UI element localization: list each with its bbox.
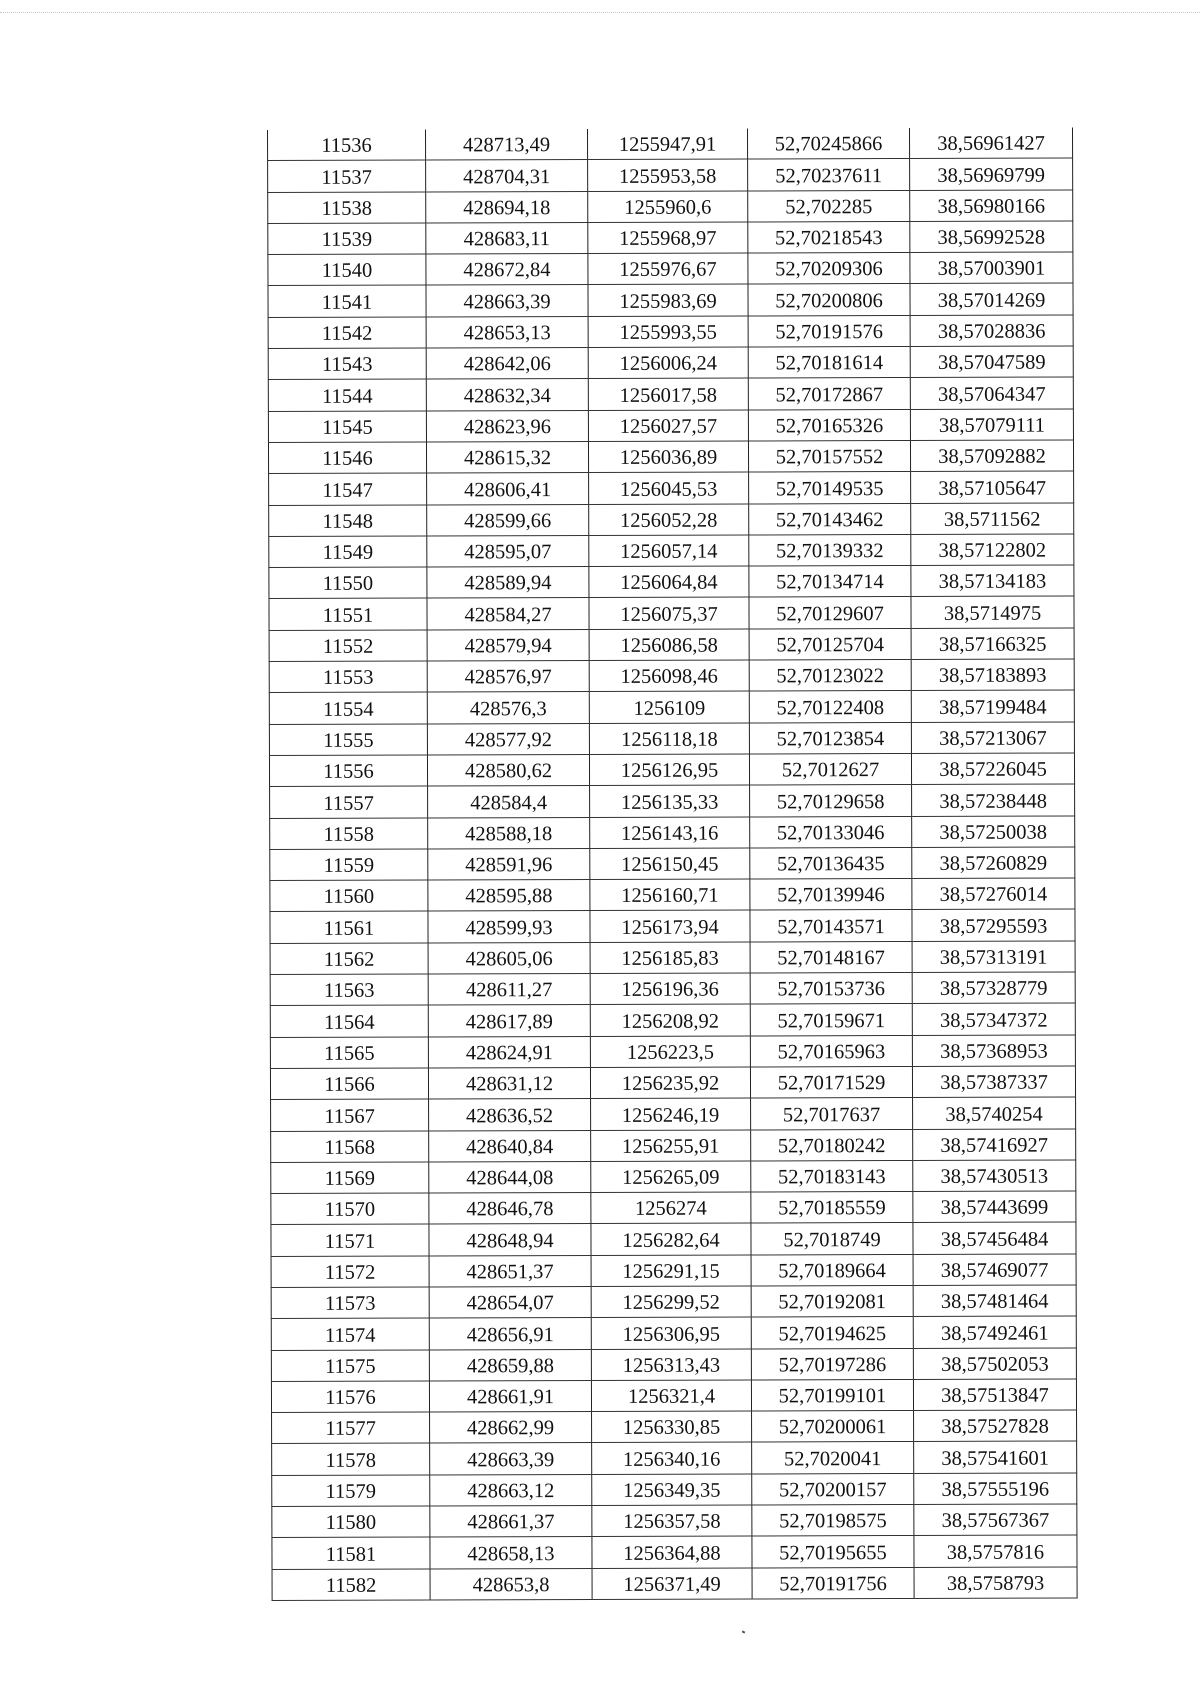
y-coordinate-cell: 1256135,33 xyxy=(590,785,750,817)
x-coordinate-cell: 428623,96 xyxy=(426,410,588,442)
point-number-cell: 11554 xyxy=(269,692,427,724)
point-number-cell: 11537 xyxy=(268,160,426,192)
x-coordinate-cell: 428644,08 xyxy=(429,1161,591,1193)
table-row xyxy=(269,722,1074,756)
point-number-cell: 11553 xyxy=(269,661,427,693)
longitude-cell: 38,57502053 xyxy=(913,1348,1076,1380)
x-coordinate-cell: 428606,41 xyxy=(427,473,589,505)
point-number-cell: 11536 xyxy=(268,130,426,161)
point-number-cell: 11571 xyxy=(271,1224,429,1256)
latitude-cell: 52,70125704 xyxy=(749,628,911,660)
table-row xyxy=(270,847,1075,881)
y-coordinate-cell: 1256185,83 xyxy=(590,942,750,974)
table-row xyxy=(270,972,1075,1006)
point-number-cell: 11555 xyxy=(269,724,427,756)
latitude-cell: 52,70199101 xyxy=(751,1379,913,1411)
table-row xyxy=(268,252,1073,286)
latitude-cell: 52,70185559 xyxy=(751,1192,913,1224)
point-number-cell: 11575 xyxy=(271,1350,429,1382)
point-number-cell: 11562 xyxy=(270,943,428,975)
point-number-cell: 11574 xyxy=(271,1318,429,1350)
longitude-cell: 38,57047589 xyxy=(910,346,1073,378)
longitude-cell: 38,57260829 xyxy=(912,847,1075,879)
point-number-cell: 11579 xyxy=(272,1475,430,1507)
longitude-cell: 38,5714975 xyxy=(911,596,1074,628)
table-row xyxy=(271,1379,1076,1413)
latitude-cell: 52,7018749 xyxy=(751,1223,913,1255)
point-number-cell: 11560 xyxy=(270,880,428,912)
latitude-cell: 52,70122408 xyxy=(749,691,911,723)
latitude-cell: 52,70200157 xyxy=(752,1473,914,1505)
latitude-cell: 52,70209306 xyxy=(748,253,910,285)
latitude-cell: 52,70133046 xyxy=(750,816,912,848)
longitude-cell: 38,57513847 xyxy=(913,1379,1076,1411)
x-coordinate-cell: 428632,34 xyxy=(426,379,588,411)
x-coordinate-cell: 428605,06 xyxy=(428,942,590,974)
x-coordinate-cell: 428579,94 xyxy=(427,629,589,661)
table-row xyxy=(272,1567,1077,1601)
table-row xyxy=(271,1160,1076,1194)
table-row xyxy=(271,1348,1076,1382)
x-coordinate-cell: 428624,91 xyxy=(428,1036,590,1068)
longitude-cell: 38,57122802 xyxy=(911,534,1074,566)
y-coordinate-cell: 1256255,91 xyxy=(591,1129,751,1161)
point-number-cell: 11561 xyxy=(270,911,428,943)
latitude-cell: 52,70165326 xyxy=(748,409,910,441)
longitude-cell: 38,57134183 xyxy=(911,565,1074,597)
longitude-cell: 38,57541601 xyxy=(914,1441,1077,1473)
y-coordinate-cell: 1256364,88 xyxy=(592,1536,752,1568)
point-number-cell: 11582 xyxy=(272,1569,430,1601)
longitude-cell: 38,57555196 xyxy=(914,1473,1077,1505)
longitude-cell: 38,5757816 xyxy=(914,1535,1077,1567)
longitude-cell: 38,56961427 xyxy=(909,127,1072,158)
y-coordinate-cell: 1256330,85 xyxy=(592,1411,752,1443)
x-coordinate-cell: 428663,39 xyxy=(430,1443,592,1475)
y-coordinate-cell: 1255983,69 xyxy=(588,284,748,316)
y-coordinate-cell: 1256045,53 xyxy=(589,472,749,504)
y-coordinate-cell: 1256086,58 xyxy=(589,629,749,661)
latitude-cell: 52,70143462 xyxy=(749,503,911,535)
y-coordinate-cell: 1256299,52 xyxy=(591,1286,751,1318)
table-row xyxy=(268,158,1073,192)
point-number-cell: 11581 xyxy=(272,1537,430,1569)
x-coordinate-cell: 428642,06 xyxy=(426,348,588,380)
latitude-cell: 52,70180242 xyxy=(751,1129,913,1161)
point-number-cell: 11564 xyxy=(270,1005,428,1037)
point-number-cell: 11551 xyxy=(269,598,427,630)
latitude-cell: 52,70123854 xyxy=(749,722,911,754)
latitude-cell: 52,70198575 xyxy=(752,1505,914,1537)
latitude-cell: 52,7020041 xyxy=(752,1442,914,1474)
x-coordinate-cell: 428672,84 xyxy=(426,254,588,286)
x-coordinate-cell: 428646,78 xyxy=(429,1193,591,1225)
y-coordinate-cell: 1256357,58 xyxy=(592,1505,752,1537)
table-row xyxy=(270,941,1075,975)
table-row xyxy=(271,1097,1076,1131)
longitude-cell: 38,5740254 xyxy=(913,1097,1076,1129)
point-number-cell: 11573 xyxy=(271,1287,429,1319)
longitude-cell: 38,57028836 xyxy=(910,315,1073,347)
table-row xyxy=(270,1066,1075,1100)
y-coordinate-cell: 1256321,4 xyxy=(591,1380,751,1412)
x-coordinate-cell: 428589,94 xyxy=(427,567,589,599)
x-coordinate-cell: 428617,89 xyxy=(428,1005,590,1037)
latitude-cell: 52,70237611 xyxy=(748,159,910,191)
longitude-cell: 38,57064347 xyxy=(910,377,1073,409)
point-number-cell: 11548 xyxy=(269,505,427,537)
x-coordinate-cell: 428599,93 xyxy=(428,911,590,943)
x-coordinate-cell: 428653,8 xyxy=(430,1568,592,1600)
y-coordinate-cell: 1256109 xyxy=(589,691,749,723)
latitude-cell: 52,70153736 xyxy=(750,972,912,1004)
point-number-cell: 11544 xyxy=(268,379,426,411)
latitude-cell: 52,70165963 xyxy=(750,1035,912,1067)
x-coordinate-cell: 428659,88 xyxy=(429,1349,591,1381)
longitude-cell: 38,57368953 xyxy=(912,1035,1075,1067)
table-row xyxy=(271,1191,1076,1225)
table-row xyxy=(268,221,1073,255)
table-row xyxy=(269,503,1074,537)
y-coordinate-cell: 1255968,97 xyxy=(588,222,748,254)
point-number-cell: 11566 xyxy=(270,1068,428,1100)
x-coordinate-cell: 428654,07 xyxy=(429,1286,591,1318)
x-coordinate-cell: 428631,12 xyxy=(428,1067,590,1099)
table-row xyxy=(268,377,1073,411)
point-number-cell: 11545 xyxy=(268,411,426,443)
coordinates-table-container xyxy=(267,127,1077,1600)
longitude-cell: 38,57295593 xyxy=(912,909,1075,941)
table-row xyxy=(268,440,1073,474)
y-coordinate-cell: 1256017,58 xyxy=(588,378,748,410)
longitude-cell: 38,57166325 xyxy=(911,628,1074,660)
table-row xyxy=(268,346,1073,380)
x-coordinate-cell: 428648,94 xyxy=(429,1224,591,1256)
point-number-cell: 11568 xyxy=(271,1130,429,1162)
point-number-cell: 11550 xyxy=(269,567,427,599)
table-row xyxy=(272,1473,1077,1507)
latitude-cell: 52,70191576 xyxy=(748,315,910,347)
y-coordinate-cell: 1256075,37 xyxy=(589,597,749,629)
table-row xyxy=(269,565,1074,599)
y-coordinate-cell: 1256098,46 xyxy=(589,660,749,692)
y-coordinate-cell: 1256006,24 xyxy=(588,347,748,379)
x-coordinate-cell: 428576,3 xyxy=(427,692,589,724)
coordinates-table-body xyxy=(268,127,1078,1600)
y-coordinate-cell: 1256291,15 xyxy=(591,1255,751,1287)
y-coordinate-cell: 1256371,49 xyxy=(592,1568,752,1600)
x-coordinate-cell: 428580,62 xyxy=(427,754,589,786)
x-coordinate-cell: 428595,88 xyxy=(428,880,590,912)
latitude-cell: 52,7012627 xyxy=(749,753,911,785)
longitude-cell: 38,57105647 xyxy=(911,471,1074,503)
point-number-cell: 11547 xyxy=(269,473,427,505)
longitude-cell: 38,57456484 xyxy=(913,1222,1076,1254)
table-row xyxy=(270,1003,1075,1037)
longitude-cell: 38,57527828 xyxy=(914,1410,1077,1442)
table-row xyxy=(269,471,1074,505)
latitude-cell: 52,70148167 xyxy=(750,941,912,973)
latitude-cell: 52,70218543 xyxy=(748,221,910,253)
point-number-cell: 11572 xyxy=(271,1256,429,1288)
longitude-cell: 38,56992528 xyxy=(910,221,1073,253)
latitude-cell: 52,70139946 xyxy=(750,879,912,911)
y-coordinate-cell: 1256306,95 xyxy=(591,1317,751,1349)
y-coordinate-cell: 1256126,95 xyxy=(589,754,749,786)
longitude-cell: 38,56980166 xyxy=(910,190,1073,222)
point-number-cell: 11576 xyxy=(271,1381,429,1413)
table-row xyxy=(269,628,1074,662)
table-row xyxy=(272,1441,1077,1475)
point-number-cell: 11559 xyxy=(270,849,428,881)
point-number-cell: 11570 xyxy=(271,1193,429,1225)
y-coordinate-cell: 1256274 xyxy=(591,1192,751,1224)
y-coordinate-cell: 1256143,16 xyxy=(590,817,750,849)
point-number-cell: 11549 xyxy=(269,536,427,568)
x-coordinate-cell: 428588,18 xyxy=(428,817,590,849)
y-coordinate-cell: 1256150,45 xyxy=(590,848,750,880)
latitude-cell: 52,70194625 xyxy=(751,1317,913,1349)
latitude-cell: 52,70129607 xyxy=(749,597,911,629)
x-coordinate-cell: 428584,4 xyxy=(428,786,590,818)
latitude-cell: 52,70136435 xyxy=(750,847,912,879)
latitude-cell: 52,70123022 xyxy=(749,660,911,692)
x-coordinate-cell: 428663,12 xyxy=(430,1474,592,1506)
latitude-cell: 52,702285 xyxy=(748,190,910,222)
longitude-cell: 38,57238448 xyxy=(912,784,1075,816)
x-coordinate-cell: 428640,84 xyxy=(429,1130,591,1162)
table-row xyxy=(270,909,1075,943)
longitude-cell: 38,57328779 xyxy=(912,972,1075,1004)
point-number-cell: 11552 xyxy=(269,630,427,662)
y-coordinate-cell: 1256349,35 xyxy=(592,1474,752,1506)
point-number-cell: 11578 xyxy=(272,1443,430,1475)
latitude-cell: 52,70134714 xyxy=(749,566,911,598)
y-coordinate-cell: 1256118,18 xyxy=(589,723,749,755)
y-coordinate-cell: 1256235,92 xyxy=(590,1067,750,1099)
x-coordinate-cell: 428683,11 xyxy=(426,222,588,254)
table-row xyxy=(269,690,1074,724)
longitude-cell: 38,57003901 xyxy=(910,252,1073,284)
latitude-cell: 52,70139332 xyxy=(749,534,911,566)
y-coordinate-cell: 1256265,09 xyxy=(591,1161,751,1193)
longitude-cell: 38,57092882 xyxy=(910,440,1073,472)
x-coordinate-cell: 428662,99 xyxy=(430,1412,592,1444)
point-number-cell: 11565 xyxy=(270,1037,428,1069)
y-coordinate-cell: 1256173,94 xyxy=(590,910,750,942)
table-row xyxy=(270,1035,1075,1069)
y-coordinate-cell: 1256052,28 xyxy=(589,504,749,536)
x-coordinate-cell: 428636,52 xyxy=(429,1099,591,1131)
longitude-cell: 38,5758793 xyxy=(914,1567,1077,1599)
point-number-cell: 11540 xyxy=(268,254,426,286)
longitude-cell: 38,57347372 xyxy=(912,1003,1075,1035)
table-row xyxy=(271,1222,1076,1256)
table-row xyxy=(271,1128,1076,1162)
longitude-cell: 38,57469077 xyxy=(913,1254,1076,1286)
y-coordinate-cell: 1256208,92 xyxy=(590,1004,750,1036)
latitude-cell: 52,70143571 xyxy=(750,910,912,942)
longitude-cell: 38,57443699 xyxy=(913,1191,1076,1223)
point-number-cell: 11539 xyxy=(268,223,426,255)
table-row xyxy=(268,127,1073,160)
y-coordinate-cell: 1255993,55 xyxy=(588,316,748,348)
longitude-cell: 38,57313191 xyxy=(912,941,1075,973)
x-coordinate-cell: 428577,92 xyxy=(427,723,589,755)
longitude-cell: 38,5711562 xyxy=(911,503,1074,535)
table-row xyxy=(270,878,1075,912)
x-coordinate-cell: 428615,32 xyxy=(426,441,588,473)
latitude-cell: 52,70245866 xyxy=(747,128,909,159)
table-row xyxy=(272,1535,1077,1569)
longitude-cell: 38,57492461 xyxy=(913,1316,1076,1348)
latitude-cell: 52,70192081 xyxy=(751,1285,913,1317)
y-coordinate-cell: 1255953,58 xyxy=(588,159,748,191)
longitude-cell: 38,57213067 xyxy=(911,722,1074,754)
latitude-cell: 52,70171529 xyxy=(750,1066,912,1098)
latitude-cell: 52,70200806 xyxy=(748,284,910,316)
table-row xyxy=(271,1316,1076,1350)
table-row xyxy=(268,409,1073,443)
y-coordinate-cell: 1256036,89 xyxy=(588,441,748,473)
longitude-cell: 38,56969799 xyxy=(910,158,1073,190)
y-coordinate-cell: 1256196,36 xyxy=(590,973,750,1005)
x-coordinate-cell: 428653,13 xyxy=(426,316,588,348)
longitude-cell: 38,57199484 xyxy=(911,690,1074,722)
x-coordinate-cell: 428661,37 xyxy=(430,1506,592,1538)
longitude-cell: 38,57387337 xyxy=(912,1066,1075,1098)
y-coordinate-cell: 1256282,64 xyxy=(591,1223,751,1255)
point-number-cell: 11541 xyxy=(268,285,426,317)
y-coordinate-cell: 1256057,14 xyxy=(589,535,749,567)
latitude-cell: 52,70149535 xyxy=(749,472,911,504)
y-coordinate-cell: 1255947,91 xyxy=(587,128,747,159)
table-row xyxy=(268,315,1073,349)
table-row xyxy=(268,283,1073,317)
y-coordinate-cell: 1256313,43 xyxy=(591,1349,751,1381)
latitude-cell: 52,7017637 xyxy=(751,1098,913,1130)
table-row xyxy=(269,753,1074,787)
x-coordinate-cell: 428661,91 xyxy=(429,1380,591,1412)
latitude-cell: 52,70157552 xyxy=(748,440,910,472)
latitude-cell: 52,70183143 xyxy=(751,1160,913,1192)
point-number-cell: 11563 xyxy=(270,974,428,1006)
longitude-cell: 38,57276014 xyxy=(912,878,1075,910)
coordinates-table xyxy=(267,127,1078,1600)
x-coordinate-cell: 428599,66 xyxy=(427,504,589,536)
latitude-cell: 52,70191756 xyxy=(752,1567,914,1599)
point-number-cell: 11556 xyxy=(269,755,427,787)
point-number-cell: 11542 xyxy=(268,317,426,349)
latitude-cell: 52,70172867 xyxy=(748,378,910,410)
y-coordinate-cell: 1256246,19 xyxy=(591,1098,751,1130)
longitude-cell: 38,57183893 xyxy=(911,659,1074,691)
point-number-cell: 11538 xyxy=(268,192,426,224)
latitude-cell: 52,70159671 xyxy=(750,1004,912,1036)
y-coordinate-cell: 1255960,6 xyxy=(588,191,748,223)
table-row xyxy=(272,1504,1077,1538)
y-coordinate-cell: 1256027,57 xyxy=(588,410,748,442)
longitude-cell: 38,57014269 xyxy=(910,283,1073,315)
latitude-cell: 52,70189664 xyxy=(751,1254,913,1286)
x-coordinate-cell: 428576,97 xyxy=(427,661,589,693)
point-number-cell: 11546 xyxy=(268,442,426,474)
latitude-cell: 52,70195655 xyxy=(752,1536,914,1568)
table-row xyxy=(268,190,1073,224)
y-coordinate-cell: 1256340,16 xyxy=(592,1442,752,1474)
y-coordinate-cell: 1256223,5 xyxy=(590,1036,750,1068)
latitude-cell: 52,70181614 xyxy=(748,347,910,379)
longitude-cell: 38,57481464 xyxy=(913,1285,1076,1317)
y-coordinate-cell: 1256160,71 xyxy=(590,879,750,911)
longitude-cell: 38,57079111 xyxy=(910,409,1073,441)
latitude-cell: 52,70197286 xyxy=(751,1348,913,1380)
table-row xyxy=(269,659,1074,693)
x-coordinate-cell: 428658,13 xyxy=(430,1537,592,1569)
x-coordinate-cell: 428591,96 xyxy=(428,848,590,880)
x-coordinate-cell: 428704,31 xyxy=(426,160,588,192)
x-coordinate-cell: 428656,91 xyxy=(429,1318,591,1350)
scan-edge-line xyxy=(0,12,1200,13)
longitude-cell: 38,57416927 xyxy=(913,1128,1076,1160)
x-coordinate-cell: 428694,18 xyxy=(426,191,588,223)
latitude-cell: 52,70200061 xyxy=(752,1411,914,1443)
table-row xyxy=(270,815,1075,849)
point-number-cell: 11557 xyxy=(270,786,428,818)
table-row xyxy=(270,784,1075,818)
x-coordinate-cell: 428595,07 xyxy=(427,535,589,567)
point-number-cell: 11543 xyxy=(268,348,426,380)
x-coordinate-cell: 428663,39 xyxy=(426,285,588,317)
x-coordinate-cell: 428584,27 xyxy=(427,598,589,630)
point-number-cell: 11558 xyxy=(270,818,428,850)
y-coordinate-cell: 1255976,67 xyxy=(588,253,748,285)
x-coordinate-cell: 428651,37 xyxy=(429,1255,591,1287)
table-row xyxy=(269,596,1074,630)
x-coordinate-cell: 428713,49 xyxy=(425,129,587,160)
scan-speck xyxy=(742,1630,746,1633)
point-number-cell: 11567 xyxy=(271,1099,429,1131)
longitude-cell: 38,57226045 xyxy=(911,753,1074,785)
point-number-cell: 11569 xyxy=(271,1162,429,1194)
longitude-cell: 38,57430513 xyxy=(913,1160,1076,1192)
table-row xyxy=(271,1254,1076,1288)
x-coordinate-cell: 428611,27 xyxy=(428,974,590,1006)
point-number-cell: 11577 xyxy=(272,1412,430,1444)
table-row xyxy=(269,534,1074,568)
latitude-cell: 52,70129658 xyxy=(750,785,912,817)
table-row xyxy=(271,1285,1076,1319)
longitude-cell: 38,57567367 xyxy=(914,1504,1077,1536)
point-number-cell: 11580 xyxy=(272,1506,430,1538)
longitude-cell: 38,57250038 xyxy=(912,815,1075,847)
table-row xyxy=(272,1410,1077,1444)
y-coordinate-cell: 1256064,84 xyxy=(589,566,749,598)
